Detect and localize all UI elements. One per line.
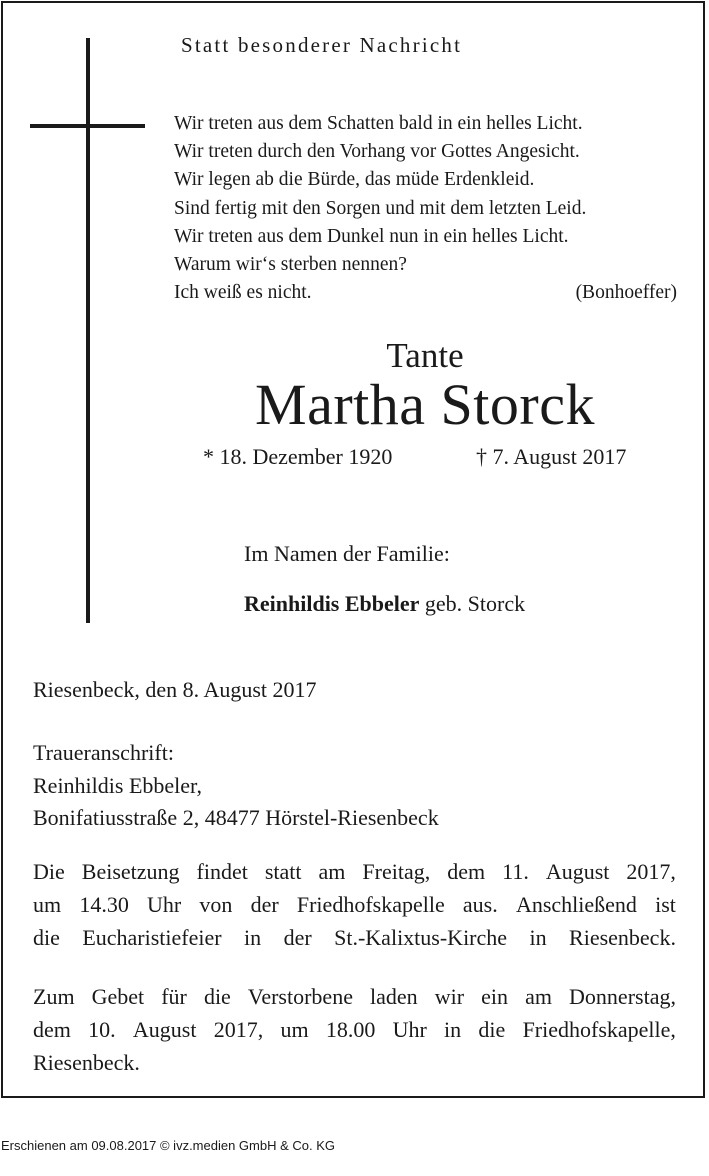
poem-author: (Bonhoeffer) <box>575 282 677 304</box>
word: 10. <box>88 1017 116 1042</box>
poem-last-line-text: Ich weiß es nicht. <box>174 282 312 304</box>
word: dem <box>447 859 486 884</box>
mourning-address <box>33 737 439 835</box>
word: von <box>199 892 233 917</box>
word: 11. <box>502 859 529 884</box>
word: am <box>318 859 346 884</box>
word: der <box>283 925 312 950</box>
word: in <box>529 925 547 950</box>
word: 18.00 <box>325 1017 376 1042</box>
word: in <box>444 1017 462 1042</box>
word: die <box>203 984 231 1009</box>
signer-suffix: geb. Storck <box>424 591 526 616</box>
word: laden <box>370 984 418 1009</box>
word: um <box>33 892 62 917</box>
word: ist <box>655 892 676 917</box>
word: Verstorbene <box>247 984 353 1009</box>
word: Eucharistiefeier <box>82 925 222 950</box>
word: Die <box>33 859 65 884</box>
publication-footer: Erschienen am 09.08.2017 © ivz.medien GmbH & Co. KG <box>1 1138 336 1153</box>
address-street: Bonifatiusstraße 2, 48477 Hörstel-Riesenbeck <box>33 805 439 830</box>
family-label: Im Namen der Familie: <box>244 541 450 566</box>
poem-last-line <box>174 279 677 307</box>
poem-line: Warum wir‘s sterben nennen? <box>174 254 407 276</box>
word: Donnerstag, <box>569 984 676 1009</box>
word: Uhr <box>392 1017 427 1042</box>
word: dem <box>33 1017 71 1042</box>
funeral-paragraph <box>33 855 676 954</box>
paragraph-line <box>33 921 676 954</box>
poem-line: Wir legen ab die Bürde, das müde Erdenkleid. <box>174 169 535 191</box>
word: findet <box>196 859 248 884</box>
word: am <box>525 984 552 1009</box>
death-date: † 7. August 2017 <box>476 444 627 469</box>
word: wir <box>434 984 465 1009</box>
birth-date: * 18. Dezember 1920 <box>203 444 393 469</box>
word: Friedhofskapelle, <box>522 1017 676 1042</box>
word: aus. <box>462 892 498 917</box>
word: statt <box>264 859 302 884</box>
word: Riesenbeck. <box>569 925 676 950</box>
poem-line: Sind fertig mit den Sorgen und mit dem letzten Leid. <box>174 197 587 219</box>
word: der <box>250 892 279 917</box>
notice-header: Statt besonderer Nachricht <box>181 33 463 57</box>
prayer-paragraph <box>33 980 676 1079</box>
paragraph-line <box>33 855 676 888</box>
paragraph-line: Riesenbeck. <box>33 1050 140 1075</box>
word: ein <box>481 984 509 1009</box>
word: in <box>244 925 262 950</box>
word: 2017, <box>626 859 676 884</box>
word: August <box>132 1017 197 1042</box>
signer-name: Reinhildis Ebbeler <box>244 591 420 616</box>
address-label: Traueranschrift: <box>33 740 174 765</box>
place-date: Riesenbeck, den 8. August 2017 <box>33 677 317 702</box>
word: 14.30 <box>79 892 129 917</box>
signer <box>244 591 525 617</box>
word: um <box>280 1017 309 1042</box>
word: die <box>33 925 60 950</box>
word: 2017, <box>213 1017 264 1042</box>
cross-horizontal-bar <box>30 124 145 128</box>
paragraph-line <box>33 980 676 1013</box>
deceased-name: Martha Storck <box>255 372 595 437</box>
word: für <box>161 984 187 1009</box>
word: Anschließend <box>515 892 637 917</box>
poem-line: Wir treten aus dem Schatten bald in ein helles Licht. <box>174 113 583 134</box>
word: Friedhofskapelle <box>296 892 445 917</box>
word: Freitag, <box>362 859 431 884</box>
poem-line: Wir treten aus dem Dunkel nun in ein helles Licht. <box>174 225 569 247</box>
word: Uhr <box>147 892 182 917</box>
word: Gebet <box>91 984 145 1009</box>
deceased-relation: Tante <box>386 336 464 375</box>
paragraph-line <box>33 1013 676 1046</box>
address-name: Reinhildis Ebbeler, <box>33 772 202 798</box>
poem <box>174 110 677 307</box>
word: August <box>545 859 610 884</box>
word: die <box>478 1017 506 1042</box>
paragraph-line <box>33 888 676 921</box>
word: Beisetzung <box>81 859 180 884</box>
word: St.-Kalixtus-Kirche <box>334 925 508 950</box>
word: Zum <box>33 984 75 1009</box>
poem-line: Wir treten durch den Vorhang vor Gottes Angesicht. <box>174 141 580 163</box>
